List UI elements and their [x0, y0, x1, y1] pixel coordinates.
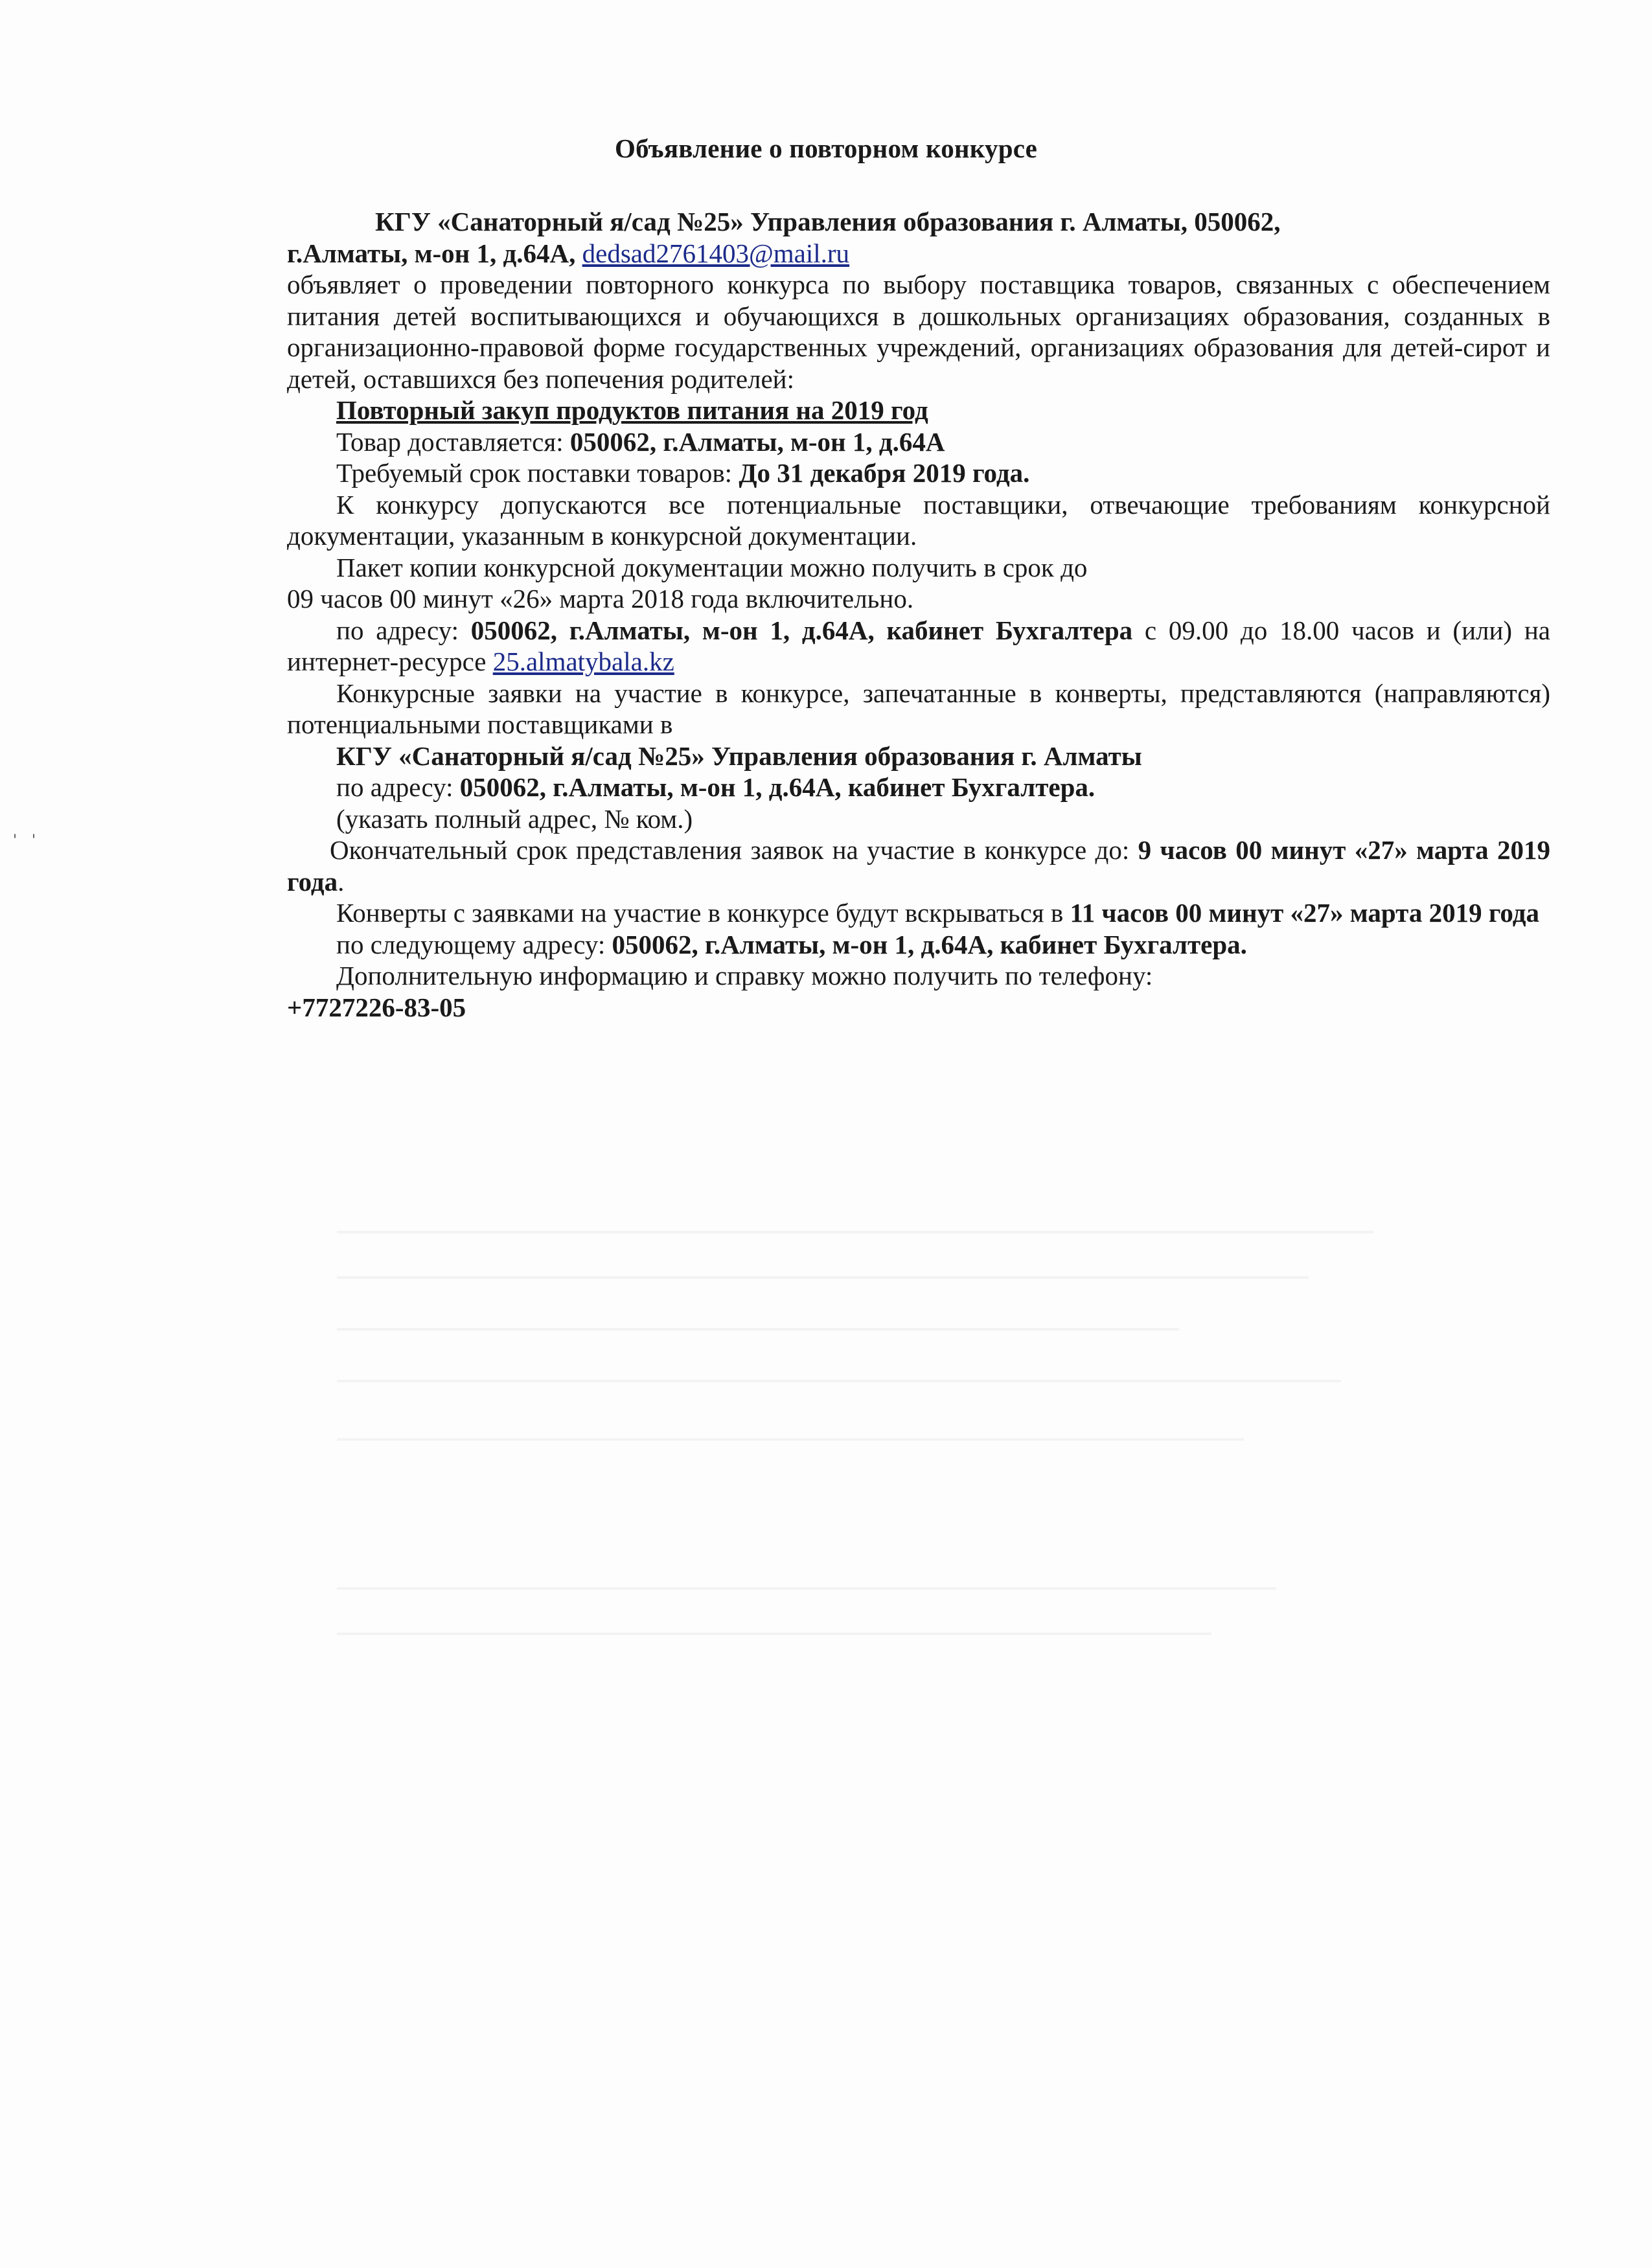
- deadline-paragraph: [287, 834, 1550, 897]
- term-value: До 31 декабря 2019 года.: [739, 458, 1030, 488]
- bleed-through-line: [337, 1587, 1276, 1590]
- opening-prefix: Конверты с заявками на участие в конкурсе будут вскрываться в: [336, 898, 1070, 928]
- deadline-suffix: .: [338, 866, 345, 897]
- header-address-text: г.Алматы, м-он 1, д.64А,: [287, 238, 582, 268]
- opening-address-line: [287, 929, 1550, 961]
- docs-address-middle: с 09.00 до 18.00 часов и (или) на интернет-ресурсе: [287, 615, 1550, 676]
- docs-address-paragraph: [287, 615, 1550, 678]
- email-link[interactable]: dedsad2761403@mail.ru: [582, 238, 850, 268]
- opening-address-value: 050062, г.Алматы, м-он 1, д.64А, кабинет Бухгалтера.: [612, 929, 1247, 959]
- bleed-through-line: [337, 1276, 1309, 1279]
- subject-text: Повторный закуп продуктов питания на 2019 год: [336, 395, 928, 425]
- bleed-through-line: [337, 1632, 1211, 1635]
- delivery-label: Товар доставляется:: [336, 426, 570, 457]
- admission-paragraph: К конкурсу допускаются все потенциальные поставщики, отвечающие требованиям конкурсной документации, указанным в конкурсной документации.: [287, 489, 1550, 551]
- website-link[interactable]: 25.almatybala.kz: [492, 647, 674, 676]
- bleed-through-line: [337, 1328, 1179, 1331]
- envelopes-paragraph: Конкурсные заявки на участие в конкурсе, запечатанные в конверты, представляются (направляются) потенциальными поставщиками в: [287, 678, 1550, 739]
- package-line-2: 09 часов 00 минут «26» марта 2018 года включительно.: [287, 584, 914, 613]
- recipient-org-line: КГУ «Санаторный я/сад №25» Управления образования г. Алматы: [336, 740, 1142, 771]
- opening-value: 11 часов 00 минут «27» марта 2019 года: [1070, 898, 1539, 928]
- header-org-text: КГУ «Санаторный я/сад №25» Управления образования г. Алматы, 050062,: [375, 207, 1281, 236]
- term-label: Требуемый срок поставки товаров:: [336, 458, 739, 488]
- document-body: [287, 206, 1550, 1023]
- bleed-through-line: [337, 1380, 1341, 1382]
- address-note-line: (указать полный адрес, № ком.): [336, 803, 693, 834]
- opening-address-prefix: по следующему адресу:: [336, 929, 612, 959]
- bleed-through-line: [337, 1231, 1373, 1233]
- phone-number: +7727226-83-05: [287, 992, 466, 1022]
- submit-address-line: [287, 772, 1550, 803]
- header-address-line: [287, 238, 1550, 269]
- opening-paragraph: [287, 897, 1550, 929]
- subject-line: [287, 395, 1550, 426]
- delivery-line: [287, 426, 1550, 458]
- bleed-through-line: [337, 1438, 1244, 1441]
- scan-margin-mark: ' ': [13, 832, 41, 849]
- header-org-line: [287, 206, 1550, 238]
- deadline-value: 9 часов 00 минут «27» марта 2019 года: [287, 835, 1550, 897]
- deadline-prefix: Окончательный срок представления заявок на участие в конкурсе до:: [330, 835, 1138, 865]
- submit-address-value: 050062, г.Алматы, м-он 1, д.64А, кабинет Бухгалтера.: [459, 772, 1096, 802]
- page-title: Объявление о повторном конкурсе: [615, 133, 1037, 163]
- term-line: [287, 457, 1550, 489]
- info-line: Дополнительную информацию и справку можно получить по телефону:: [336, 961, 1153, 991]
- package-line-1: Пакет копии конкурсной документации можно получить в срок до: [336, 552, 1088, 582]
- docs-address-prefix: по адресу:: [336, 615, 471, 645]
- docs-address-value: 050062, г.Алматы, м-он 1, д.64А, кабинет Бухгалтера: [470, 615, 1133, 645]
- submit-address-prefix: по адресу:: [336, 772, 460, 802]
- intro-paragraph: объявляет о проведении повторного конкурса по выбору поставщика товаров, связанных с обеспечением питания детей воспитывающихся и обучающихся в дошкольных организациях образования, созданных в организационно-правовой форме государственных учреждений, организациях образования для детей-сирот и детей, оставшихся без попечения родителей:: [287, 269, 1550, 394]
- delivery-value: 050062, г.Алматы, м-он 1, д.64А: [569, 426, 945, 457]
